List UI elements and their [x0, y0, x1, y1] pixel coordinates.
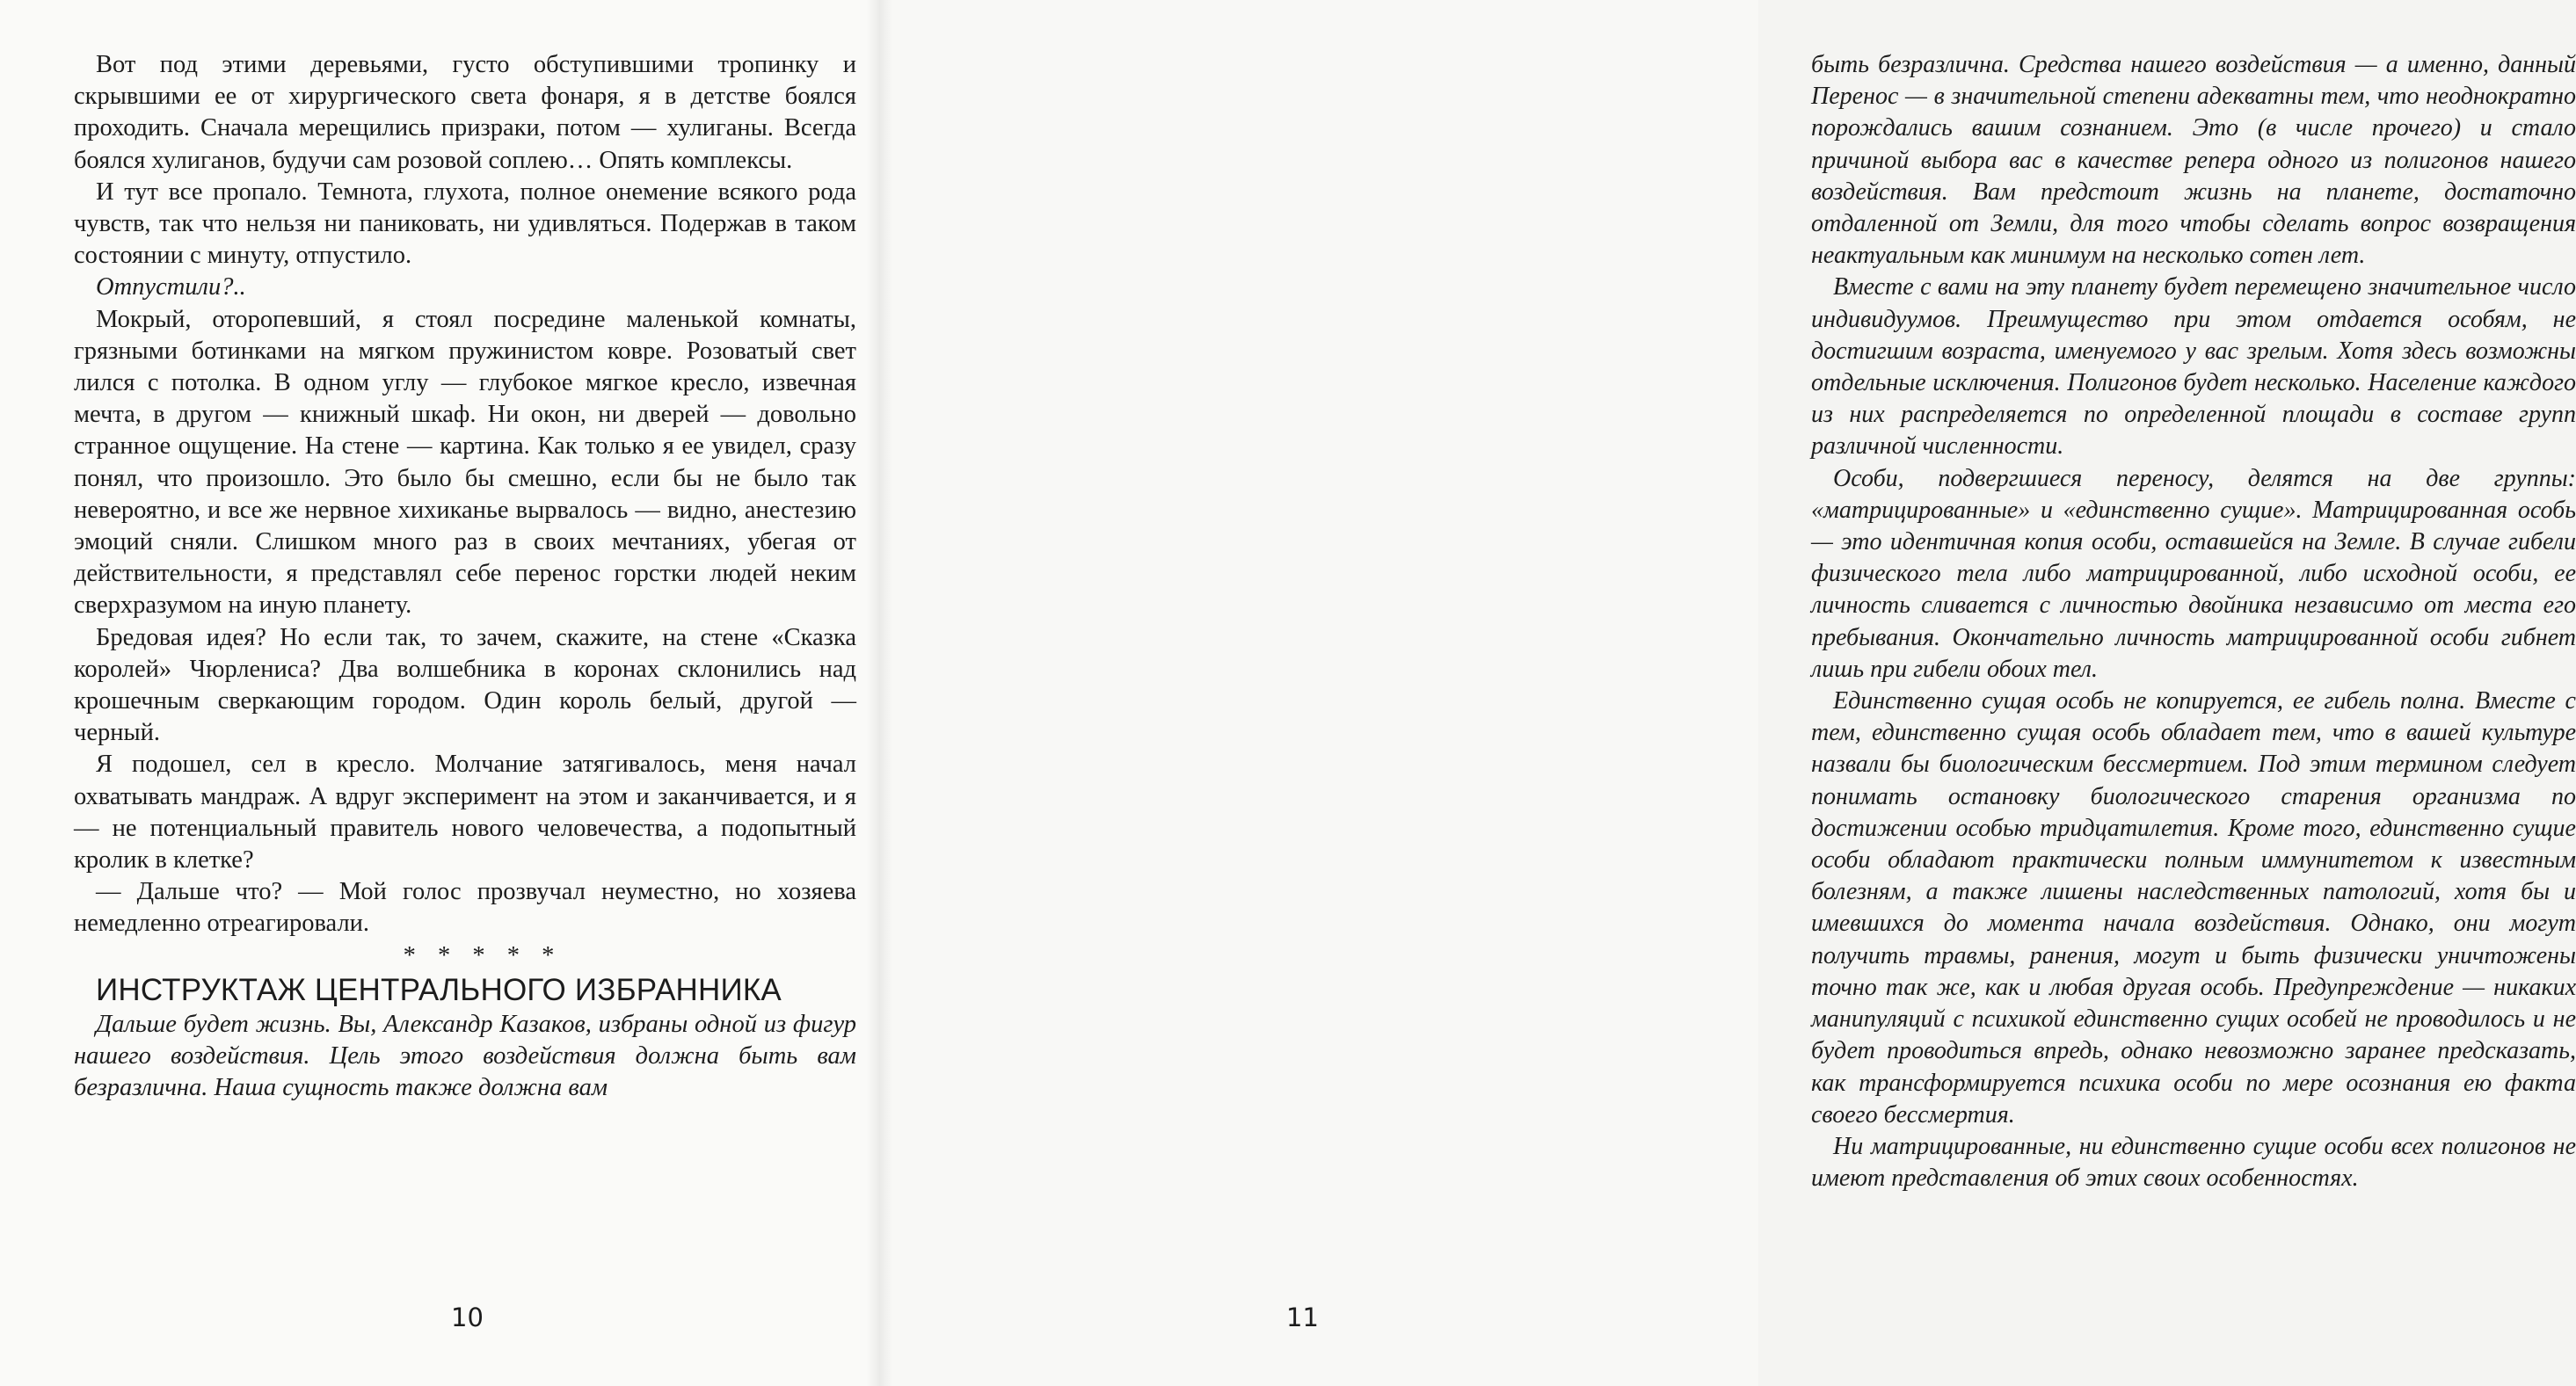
book-gutter — [866, 0, 892, 1386]
page-number-right: 11 — [1286, 1303, 1319, 1332]
paragraph: Я подошел, сел в кресло. Молчание затягивалось, меня начал охватывать мандраж. А вдруг эксперимент на этом и заканчивается, и я — не потенциальный правитель нового человечества, а подопытный кролик в клетке? — [74, 751, 856, 874]
paragraph: Бредовая идея? Но если так, то зачем, скажите, на стене «Сказка королей» Чюрлениса? Два волшебника в коронах склонились над крошечным сверкающим городом. Один король белый, другой — черный. — [74, 623, 856, 747]
page-number-left: 10 — [451, 1303, 484, 1332]
chapter-paragraph: Дальше будет жизнь. Вы, Александр Казаков, избраны одной из фигур нашего воздействия. Цель этого воздействия должна быть вам безразлична. Наша сущность также должна вам — [74, 1010, 856, 1102]
chapter-title: ИНСТРУКТАЖ ЦЕНТРАЛЬНОГО ИЗБРАННИКА — [96, 972, 782, 1007]
paragraph: — Дальше что? — Мой голос прозвучал неуместно, но хозяева немедленно отреагировали. — [74, 878, 856, 938]
paragraph: И тут все пропало. Темнота, глухота, полное онемение всякого рода чувств, так что нельзя ни паниковать, ни удивляться. Подержав в таком состоянии с минуту, отпустило. — [74, 178, 856, 270]
paragraph: Единственно сущая особь не копируется, ее гибель полна. Вместе с тем, единственно сущая особь обладает тем, что в вашей культуре назвали бы биологическим бессмертием. Под этим термином следует понимать остановку биологического старения организма по достижении особью тридцатилетия. Кроме того, единственно сущие особи обладают практически полным иммунитетом к известным болезням, а также лишены наследственных патологий, хотя бы и имевшихся до момента начала воздействия. Однако, они могут получить травмы, ранения, могут и быть физически уничтожены точно так же, как и любая другая особь. Предупреждение — никаких манипуляций с психикой единственно сущих особей не проводилось и не будет проводиться впредь, однако невозможно заранее предсказать, как трансформируется психика особи по мере осознания ею факта своего бессмертия. — [1811, 687, 2576, 1128]
paragraph: Особи, подвергшиеся переносу, делятся на две группы: «матрицированные» и «единственно сущие». Матрицированная особь — это идентичная копия особи, оставшейся на Земле. В случае гибели физического тела либо матрицированной, либо исходной особи, ее личность сливается с личностью двойника независимо от места его пребывания. Окончательно личность матрицированной особи гибнет лишь при гибели обоих тел. — [1811, 464, 2576, 683]
right-page — [879, 0, 2576, 1386]
paragraph: Вместе с вами на эту планету будет перемещено значительное число индивидуумов. Преимущество при этом отдается особям, не достигшим возраста, именуемого у вас зрелым. Хотя здесь возможны отдельные исключения. Полигонов будет несколько. Население каждого из них распределяется по определенной площади в составе групп различной численности. — [1811, 273, 2576, 461]
right-page-text — [1811, 49, 2576, 1194]
left-page-text — [74, 49, 856, 1105]
paragraph: Ни матрицированные, ни единственно сущие особи всех полигонов не имеют представления об этих своих особенностях. — [1811, 1132, 2576, 1193]
left-page — [0, 0, 879, 1386]
paragraph-continued: быть безразлична. Средства нашего воздействия — а именно, данный Перенос — в значительной степени адекватны тем, что неоднократно порождались вашим сознанием. Это (в числе прочего) и стало причиной выбора вас в качестве репера одного из полигонов нашего воздействия. Вам предстоит жизнь на планете, достаточно отдаленной от Земли, для того чтобы сделать вопрос возвращения неактуальным как минимум на несколько сотен лет. — [1811, 51, 2576, 270]
paragraph: Вот под этими деревьями, густо обступившими тропинку и скрывшими ее от хирургического света фонаря, я в детстве боялся проходить. Сначала мерещились призраки, потом — хулиганы. Всегда боялся хулиганов, будучи сам розовой соплею… Опять комплексы. — [74, 51, 856, 174]
paragraph: Мокрый, оторопевший, я стоял посредине маленькой комнаты, грязными ботинками на мягком пружинистом ковре. Розоватый свет лился с потолка. В одном углу — глубокое мягкое кресло, извечная мечта, в другом — книжный шкаф. Ни окон, ни дверей — довольно странное ощущение. На стене — картина. Как только я ее увидел, сразу понял, что произошло. Это было бы смешно, если бы не было так невероятно, и все же нервное хихиканье вырвалось — видно, анестезию эмоций сняли. Слишком много раз в своих мечтаниях, убегая от действительности, я представлял себе перенос горстки людей неким сверхразумом на иную планету. — [74, 305, 856, 620]
paragraph-italic: Отпустили?.. — [96, 273, 246, 301]
section-separator: * * * * * — [403, 941, 563, 969]
